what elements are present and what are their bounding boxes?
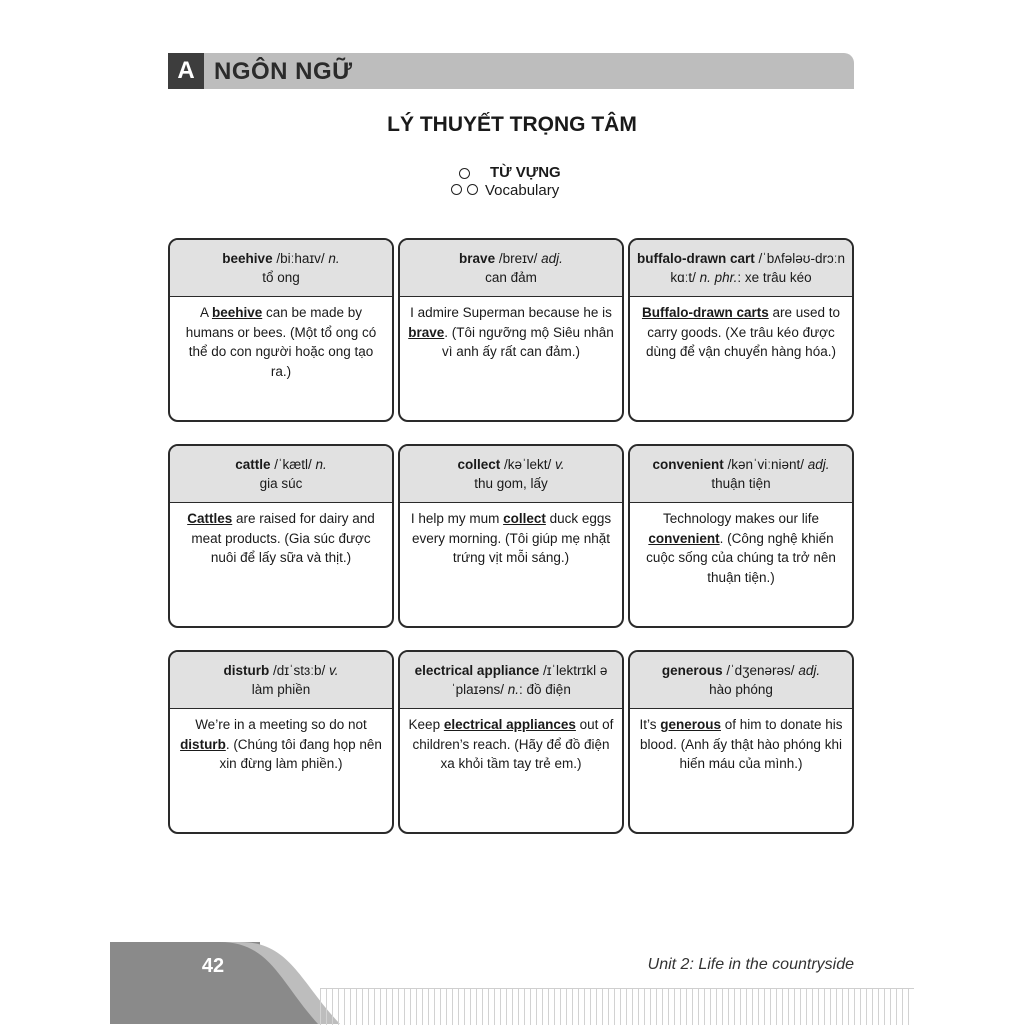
vocab-card-header bbox=[170, 446, 392, 503]
vocab-card bbox=[168, 650, 394, 834]
vocab-highlight: Cattles bbox=[187, 511, 233, 526]
section-letter-badge: A bbox=[168, 53, 204, 89]
vocab-text: làm phiền bbox=[251, 682, 311, 697]
vocab-part-of-speech: n. bbox=[315, 457, 327, 472]
section-title: NGÔN NGỮ bbox=[214, 58, 353, 85]
vocab-text: /kəˈlekt/ bbox=[500, 457, 556, 472]
vocab-text: : xe trâu kéo bbox=[737, 270, 812, 285]
vocab-headword: disturb bbox=[223, 663, 270, 678]
vocab-highlight: brave bbox=[408, 324, 445, 340]
vocab-card-example bbox=[400, 297, 622, 362]
vocab-card-header bbox=[630, 446, 852, 503]
vocab-text: hào phóng bbox=[709, 682, 773, 697]
vocab-text: It’s bbox=[639, 717, 661, 732]
vocab-text: are used to carry goods. (Xe trâu kéo được dùng để vận chuyển hàng hóa.) bbox=[646, 305, 841, 359]
vocab-headword: buffalo-drawn cart bbox=[637, 251, 755, 266]
vocab-card-example bbox=[170, 503, 392, 568]
vocab-text: I help my mum bbox=[410, 511, 504, 526]
vocab-text: of him to donate his blood. (Anh ấy thật hào phóng khi hiến máu của mình.) bbox=[640, 717, 843, 771]
section-header bbox=[168, 53, 854, 89]
circle-bullet-icon bbox=[459, 168, 470, 179]
vocab-card-header-line bbox=[636, 680, 846, 699]
vocab-card-header bbox=[630, 652, 852, 709]
vocab-highlight: Buffalo-drawn carts bbox=[641, 305, 769, 320]
vocab-card-header bbox=[400, 240, 622, 297]
vocab-headword: collect bbox=[457, 457, 501, 472]
vocab-card-header-line bbox=[176, 249, 386, 268]
vocab-card-header-line bbox=[176, 268, 386, 287]
vocab-text: . (Công nghệ khiến cuộc sống của chúng ta trở nên thuận tiện.) bbox=[646, 530, 836, 585]
vocab-part-of-speech: n. bbox=[328, 251, 340, 266]
vocab-card-header bbox=[400, 446, 622, 503]
vocab-headword: generous bbox=[661, 663, 723, 678]
vocab-text: duck eggs every morning. (Tôi giúp mẹ nhặt trứng vịt mỗi sáng.) bbox=[411, 511, 612, 565]
vocab-text: /dɪˈstɜːb/ bbox=[269, 663, 329, 678]
circle-bullet-icon bbox=[467, 184, 478, 195]
vocab-text: /ˈbʌfələʊ-drɔːn kɑːt/ bbox=[670, 251, 845, 285]
vocab-text: Technology makes our life bbox=[662, 511, 820, 526]
vocab-text: are raised for dairy and meat products. (Gia súc được nuôi để lấy sữa và thịt.) bbox=[191, 511, 375, 565]
vocab-text: /breɪv/ bbox=[495, 251, 542, 266]
vocab-highlight: electrical appliances bbox=[443, 717, 576, 732]
vocab-card-example bbox=[400, 503, 622, 568]
vocab-text: can đảm bbox=[485, 270, 537, 285]
vocab-part-of-speech: n. bbox=[507, 682, 520, 697]
vocab-card-header bbox=[170, 652, 392, 709]
subsection-heading bbox=[446, 162, 606, 204]
vocab-highlight: disturb bbox=[180, 736, 226, 752]
vocab-part-of-speech: v. bbox=[555, 457, 565, 472]
vocab-part-of-speech: adj. bbox=[541, 251, 563, 266]
vocab-card-example bbox=[630, 503, 852, 587]
vocab-text: gia súc bbox=[259, 476, 303, 491]
vocab-card-header-line bbox=[406, 455, 616, 474]
vocab-highlight: collect bbox=[503, 511, 546, 526]
footer-rule-decoration bbox=[320, 988, 914, 1025]
vocab-text: thu gom, lấy bbox=[474, 476, 548, 491]
vocab-highlight: beehive bbox=[211, 305, 263, 320]
vocab-highlight: generous bbox=[660, 717, 721, 732]
vocab-card-example bbox=[170, 709, 392, 774]
vocab-card-header-line bbox=[406, 661, 616, 699]
vocab-card-header-line bbox=[406, 268, 616, 287]
vocab-text: . (Tôi ngưỡng mộ Siêu nhân vì anh ấy rất can đảm.) bbox=[441, 324, 614, 359]
vocab-card-header bbox=[630, 240, 852, 297]
vocab-text: out of children’s reach. (Hãy để đồ điện xa khỏi tầm tay trẻ em.) bbox=[412, 717, 614, 771]
vocab-text: can be made by humans or bees. (Một tổ ong có thể do con người hoặc ong tạo ra.) bbox=[185, 305, 377, 379]
unit-caption: Unit 2: Life in the countryside bbox=[647, 956, 854, 973]
vocab-text: /ˈdʒenərəs/ bbox=[722, 663, 799, 678]
vocab-card-header-line bbox=[636, 474, 846, 493]
vocab-card-example bbox=[630, 297, 852, 362]
vocab-card bbox=[398, 444, 624, 628]
circle-bullet-icon bbox=[451, 184, 462, 195]
vocab-part-of-speech: adj. bbox=[798, 663, 821, 678]
vocab-card bbox=[628, 238, 854, 422]
vocab-card-header-line bbox=[636, 455, 846, 474]
vocab-text: /biːhaɪv/ bbox=[272, 251, 329, 266]
vocab-text: /ˈkætl/ bbox=[270, 457, 316, 472]
vocab-card-header-line bbox=[176, 455, 386, 474]
vocab-card-header-line bbox=[636, 661, 846, 680]
vocab-text: I admire Superman because he is bbox=[410, 305, 612, 320]
vocab-card bbox=[168, 444, 394, 628]
vocab-headword: beehive bbox=[222, 251, 273, 266]
vocab-text: tổ ong bbox=[262, 270, 300, 285]
subsection-caption: Vocabulary bbox=[485, 182, 560, 199]
vocab-card bbox=[628, 444, 854, 628]
vocab-text: A bbox=[199, 305, 212, 320]
vocab-text: We’re in a meeting so do not bbox=[195, 717, 367, 732]
vocab-part-of-speech: n. phr. bbox=[699, 270, 738, 285]
vocab-part-of-speech: v. bbox=[329, 663, 339, 678]
vocab-card-header bbox=[170, 240, 392, 297]
vocab-card-header bbox=[400, 652, 622, 709]
vocab-card-example bbox=[630, 709, 852, 774]
vocab-headword: convenient bbox=[652, 457, 724, 472]
vocab-headword: electrical appliance bbox=[414, 663, 540, 678]
vocab-headword: cattle bbox=[235, 457, 271, 472]
vocab-text: Keep bbox=[408, 717, 444, 732]
vocab-text: . (Chúng tôi đang họp nên xin đừng làm phiền.) bbox=[219, 736, 382, 771]
vocab-card-header-line bbox=[176, 661, 386, 680]
page-number: 42 bbox=[201, 955, 225, 977]
vocab-card bbox=[398, 650, 624, 834]
page-title: LÝ THUYẾT TRỌNG TÂM bbox=[387, 113, 637, 136]
vocab-text: /ɪˈlektrɪkl əˈplaɪəns/ bbox=[451, 663, 608, 697]
vocab-part-of-speech: adj. bbox=[807, 457, 830, 472]
vocab-highlight: convenient bbox=[648, 530, 720, 546]
vocab-card-header-line bbox=[176, 680, 386, 699]
vocab-card-header-line bbox=[406, 474, 616, 493]
vocab-text: /kənˈviːniənt/ bbox=[723, 457, 808, 472]
vocab-card-header-line bbox=[406, 249, 616, 268]
vocab-text: thuận tiện bbox=[711, 476, 771, 491]
vocab-card-example bbox=[170, 297, 392, 381]
vocab-card bbox=[168, 238, 394, 422]
vocab-card bbox=[398, 238, 624, 422]
subsection-title: TỪ VỰNG bbox=[490, 164, 561, 181]
vocab-text: : đồ điện bbox=[519, 682, 571, 697]
vocab-card bbox=[628, 650, 854, 834]
vocab-card-header-line bbox=[636, 249, 846, 287]
vocab-card-header-line bbox=[176, 474, 386, 493]
vocab-card-example bbox=[400, 709, 622, 774]
vocab-headword: brave bbox=[459, 251, 496, 266]
